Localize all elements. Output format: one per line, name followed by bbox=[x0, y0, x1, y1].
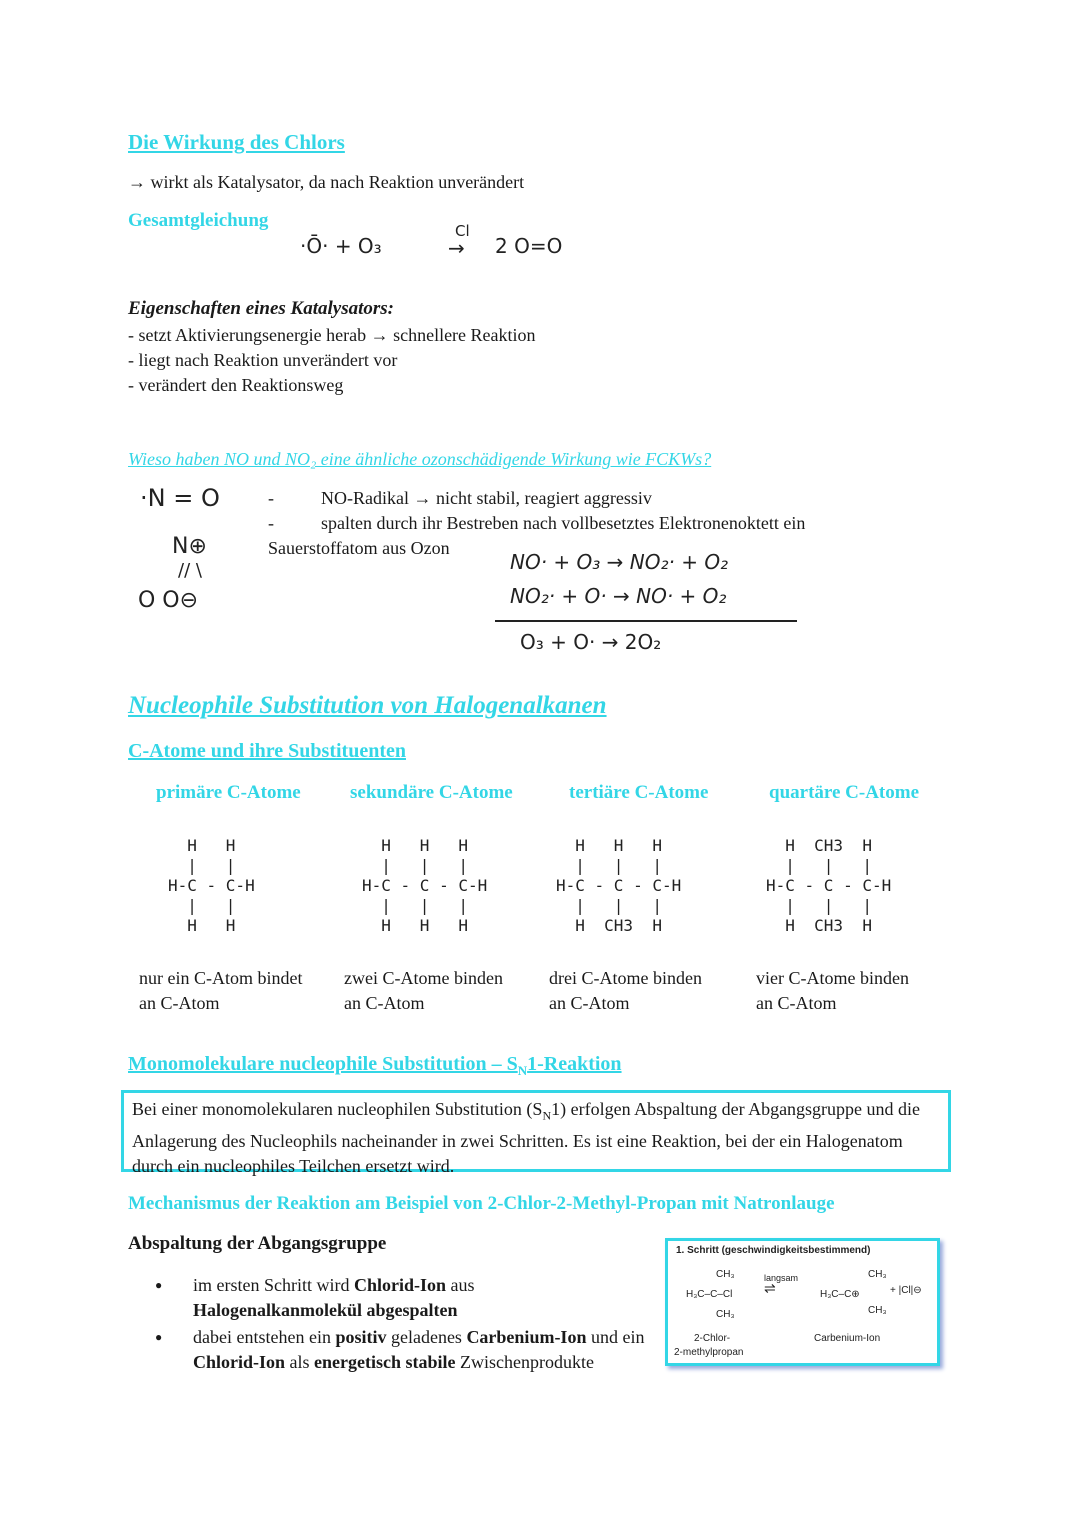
desc-line: zwei C-Atome binden bbox=[344, 968, 503, 988]
text-bold: Carbenium-Ion bbox=[466, 1327, 587, 1347]
abspaltung-list bbox=[155, 1273, 645, 1375]
text-bold: positiv bbox=[335, 1327, 387, 1347]
abspaltung-item bbox=[155, 1325, 645, 1375]
desc-line: vier C-Atome binden bbox=[756, 968, 909, 988]
definition-text: 1) erfolgen Abspaltung der Abgangsgruppe und die Anlagerung des Nucleophils nacheinander in zwei Schritten. Es ist eine Reaktion, bei der ein Halogenatom durch ein nucleophiles Teilchen ersetzt wird. bbox=[132, 1099, 921, 1176]
text: dabei entstehen ein bbox=[193, 1327, 336, 1347]
no2-structure-bottom: O O⊖ bbox=[138, 588, 199, 613]
no-bullet-continuation: Sauerstoffatom aus Ozon bbox=[268, 538, 450, 558]
right-ch3-top: CH₃ bbox=[868, 1269, 887, 1280]
desc-line: an C-Atom bbox=[756, 993, 837, 1013]
mechanism-heading: Mechanismus der Reaktion am Beispiel von 2-Chlor-2-Methyl-Propan mit Natronlauge bbox=[128, 1193, 835, 1214]
no-structure: ·N = O bbox=[140, 484, 220, 512]
text: geladenes bbox=[386, 1327, 467, 1347]
chlor-heading[interactable]: Die Wirkung des Chlors bbox=[128, 130, 345, 154]
definition-text: Bei einer monomolekularen nucleophilen Substitution (S bbox=[132, 1099, 543, 1119]
text: Zwischenprodukte bbox=[455, 1352, 594, 1372]
reaction-step: NO· + O₃ → NO₂· + O₂ bbox=[510, 550, 729, 574]
no-bullet: NO-Radikal → nicht stabil, reagiert aggressiv bbox=[321, 488, 652, 508]
desc-line: drei C-Atome binden bbox=[549, 968, 702, 988]
text-bold: Halogenalkanmolekül abgespalten bbox=[193, 1300, 458, 1320]
no-bullet-dash: - bbox=[268, 488, 274, 508]
text-bold: Chlorid-Ion bbox=[353, 1275, 447, 1295]
katalysator-item: - liegt nach Reaktion unverändert vor bbox=[128, 350, 398, 370]
type-title-sekundaer: sekundäre C-Atome bbox=[350, 782, 513, 803]
no-bullet-dash: - bbox=[268, 513, 274, 533]
definition-sub: N bbox=[542, 1108, 552, 1123]
equilibrium-arrow-icon: ⇌ bbox=[764, 1280, 776, 1296]
formula-tertiaer: H H H | | | H-C - C - C-H | | | H CH3 H bbox=[556, 836, 682, 935]
desc-line: nur ein C-Atom bindet bbox=[139, 968, 303, 988]
mechanism-figure bbox=[665, 1238, 940, 1366]
arrow-label: langsam bbox=[764, 1273, 799, 1283]
desc-line: an C-Atom bbox=[344, 993, 425, 1013]
reaction-arrow-icon: → bbox=[448, 236, 465, 260]
text-bold: energetisch stabile bbox=[314, 1352, 456, 1372]
chlor-note: → wirkt als Katalysator, da nach Reaktion unverändert bbox=[128, 172, 525, 192]
equation-right: 2 O=O bbox=[495, 234, 563, 258]
abspaltung-item bbox=[155, 1273, 645, 1323]
sn1-heading[interactable] bbox=[128, 1053, 622, 1079]
label-left-1: 2-Chlor- bbox=[694, 1333, 731, 1344]
text: im ersten Schritt wird bbox=[193, 1275, 354, 1295]
left-ch3-top: CH₃ bbox=[716, 1269, 735, 1280]
no-heading[interactable]: Wieso haben NO und NO₂ eine ähnliche ozonschädigende Wirkung wie FCKWs? bbox=[128, 449, 712, 469]
desc-line: an C-Atom bbox=[549, 993, 630, 1013]
katalysator-item: - setzt Aktivierungsenergie herab → schnellere Reaktion bbox=[128, 325, 536, 345]
desc-line: an C-Atom bbox=[139, 993, 220, 1013]
no-bullet: spalten durch ihr Bestreben nach vollbesetztes Elektronenoktett ein bbox=[321, 513, 806, 533]
type-desc-sekundaer bbox=[344, 966, 503, 1016]
type-title-tertiaer: tertiäre C-Atome bbox=[569, 782, 709, 803]
right-ch3-bottom: CH₃ bbox=[868, 1305, 887, 1316]
c-atome-heading[interactable]: C-Atome und ihre Substituenten bbox=[128, 740, 406, 762]
type-title-quartaer: quartäre C-Atome bbox=[769, 782, 920, 803]
katalysator-list bbox=[128, 323, 536, 398]
no2-structure-top: N⊕ bbox=[172, 534, 207, 559]
label-left-2: 2-methylpropan bbox=[674, 1347, 744, 1358]
label-right: Carbenium-Ion bbox=[814, 1333, 881, 1344]
chloride-ion: + |Cl|⊖ bbox=[890, 1285, 922, 1296]
no2-bonds: // \ bbox=[178, 560, 202, 581]
katalysator-item: - verändert den Reaktionsweg bbox=[128, 375, 344, 395]
gesamtgleichung-heading: Gesamtgleichung bbox=[128, 210, 269, 231]
equation-left: ·Ō· + O₃ bbox=[300, 234, 382, 258]
formula-quartaer: H CH3 H | | | H-C - C - C-H | | | H CH3 H bbox=[766, 836, 892, 935]
type-title-primaer: primäre C-Atome bbox=[156, 782, 301, 803]
sn1-heading-text: Monomolekulare nucleophile Substitution – S bbox=[128, 1053, 518, 1075]
sn1-heading-sub: N bbox=[517, 1063, 528, 1078]
type-desc-tertiaer bbox=[549, 966, 702, 1016]
equation-catalyst: Cl bbox=[455, 222, 470, 240]
reaction-step: NO₂· + O· → NO· + O₂ bbox=[510, 584, 727, 608]
formula-primaer: H H | | H-C - C-H | | H H bbox=[168, 836, 255, 935]
left-core: H₃C–C–Cl bbox=[686, 1289, 733, 1300]
text: als bbox=[285, 1352, 315, 1372]
sn1-heading-end: 1-Reaktion bbox=[527, 1053, 622, 1075]
text: und ein bbox=[586, 1327, 645, 1347]
abspaltung-heading: Abspaltung der Abgangsgruppe bbox=[128, 1233, 387, 1254]
formula-sekundaer: H H H | | | H-C - C - C-H | | | H H H bbox=[362, 836, 488, 935]
type-desc-quartaer bbox=[756, 966, 909, 1016]
text-bold: Chlorid-Ion bbox=[193, 1352, 286, 1372]
nucleophile-heading[interactable]: Nucleophile Substitution von Halogenalkanen bbox=[128, 692, 607, 719]
right-core: H₃C–C⊕ bbox=[820, 1289, 860, 1300]
sum-line bbox=[495, 620, 797, 622]
mechanism-title: 1. Schritt (geschwindigkeitsbestimmend) bbox=[676, 1245, 871, 1256]
sn1-definition-box bbox=[121, 1090, 951, 1176]
gesamtgleichung-equation bbox=[300, 222, 600, 282]
type-desc-primaer bbox=[139, 966, 302, 1016]
text: aus bbox=[446, 1275, 475, 1295]
left-ch3-bottom: CH₃ bbox=[716, 1309, 735, 1320]
katalysator-heading: Eigenschaften eines Katalysators: bbox=[128, 298, 395, 319]
reaction-sum: O₃ + O· → 2O₂ bbox=[520, 630, 662, 654]
